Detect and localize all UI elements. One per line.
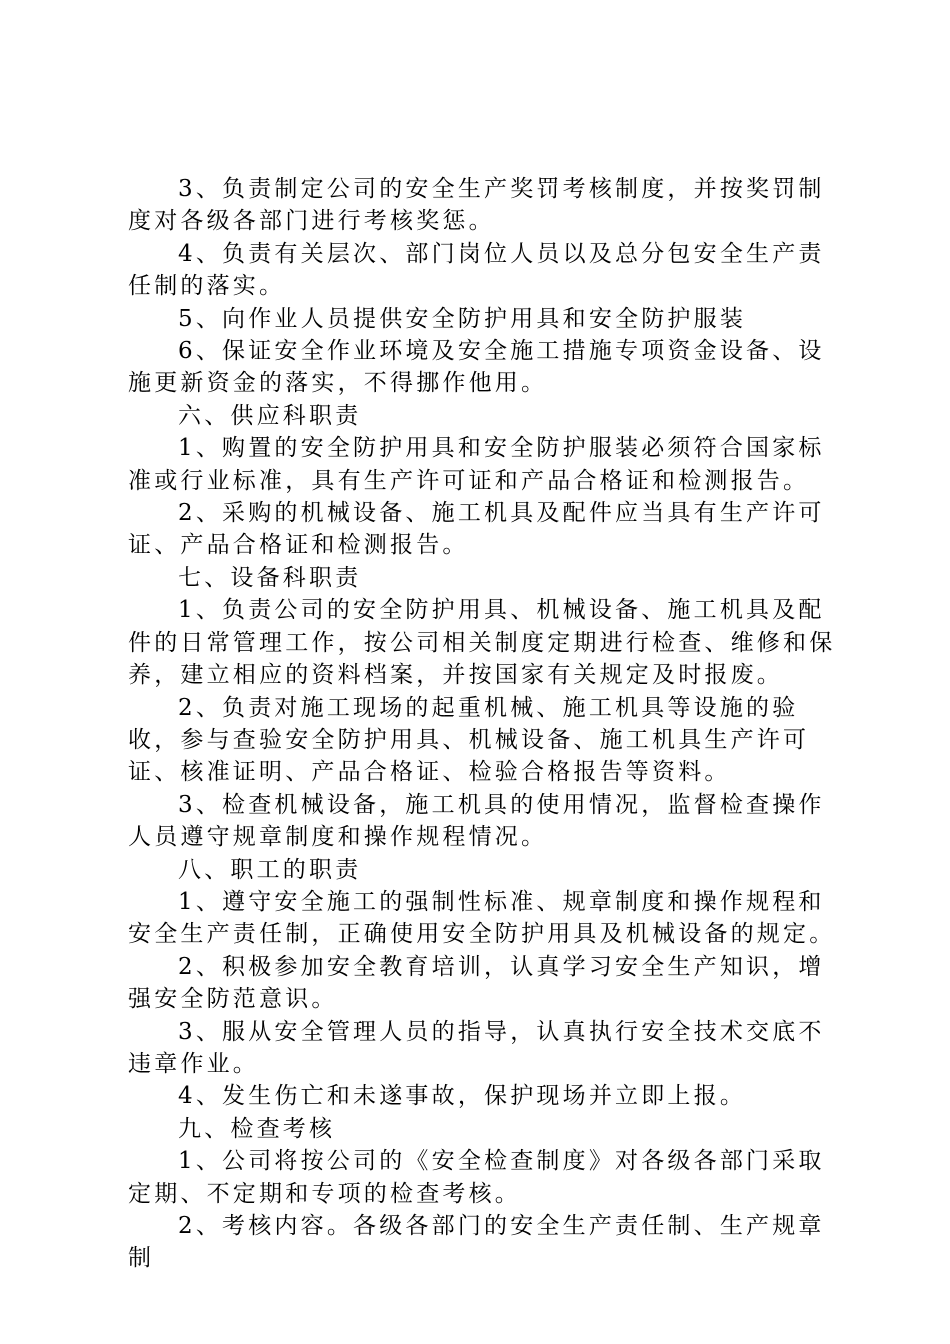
section-heading: 九、检查考核 — [178, 1115, 336, 1142]
section-heading: 八、职工的职责 — [178, 856, 362, 883]
paragraph: 2、采购的机械设备、施工机具及配件应当具有生产许可证、产品合格证和检测报告。 — [128, 500, 825, 559]
paragraph: 1、购置的安全防护用具和安全防护服装必须符合国家标准或行业标准，具有生产许可证和产品合格证和检测报告。 — [128, 435, 825, 494]
section-heading: 六、供应科职责 — [178, 402, 362, 429]
paragraph: 3、检查机械设备，施工机具的使用情况，监督检查操作人员遵守规章制度和操作规程情况。 — [128, 791, 825, 851]
paragraph: 6、保证安全作业环境及安全施工措施专项资金设备、设施更新资金的落实，不得挪作他用。 — [128, 338, 825, 397]
paragraph: 2、考核内容。各级各部门的安全生产责任制、生产规章制 — [128, 1213, 825, 1272]
paragraph: 3、负责制定公司的安全生产奖罚考核制度，并按奖罚制度对各级各部门进行考核奖惩。 — [128, 176, 825, 235]
paragraph: 3、服从安全管理人员的指导，认真执行安全技术交底不违章作业。 — [128, 1018, 825, 1077]
section-heading: 七、设备科职责 — [178, 564, 362, 591]
paragraph: 1、遵守安全施工的强制性标准、规章制度和操作规程和安全生产责任制，正确使用安全防护用具及机械设备的规定。 — [128, 888, 836, 948]
paragraph: 2、负责对施工现场的起重机械、施工机具等设施的验收，参与查验安全防护用具、机械设备、施工机具生产许可证、核准证明、产品合格证、检验合格报告等资料。 — [128, 694, 810, 786]
document-body — [128, 173, 838, 1275]
paragraph: 5、向作业人员提供安全防护用具和安全防护服装 — [178, 305, 747, 332]
paragraph: 1、公司将按公司的《安全检查制度》对各级各部门采取定期、不定期和专项的检查考核。 — [128, 1148, 825, 1207]
paragraph: 1、负责公司的安全防护用具、机械设备、施工机具及配件的日常管理工作，按公司相关制度定期进行检查、维修和保养，建立相应的资料档案，并按国家有关规定及时报废。 — [128, 597, 836, 689]
paragraph: 4、负责有关层次、部门岗位人员以及总分包安全生产责任制的落实。 — [128, 240, 825, 300]
paragraph: 2、积极参加安全教育培训，认真学习安全生产知识，增强安全防范意识。 — [128, 953, 825, 1013]
paragraph: 4、发生伤亡和未遂事故，保护现场并立即上报。 — [178, 1083, 747, 1110]
